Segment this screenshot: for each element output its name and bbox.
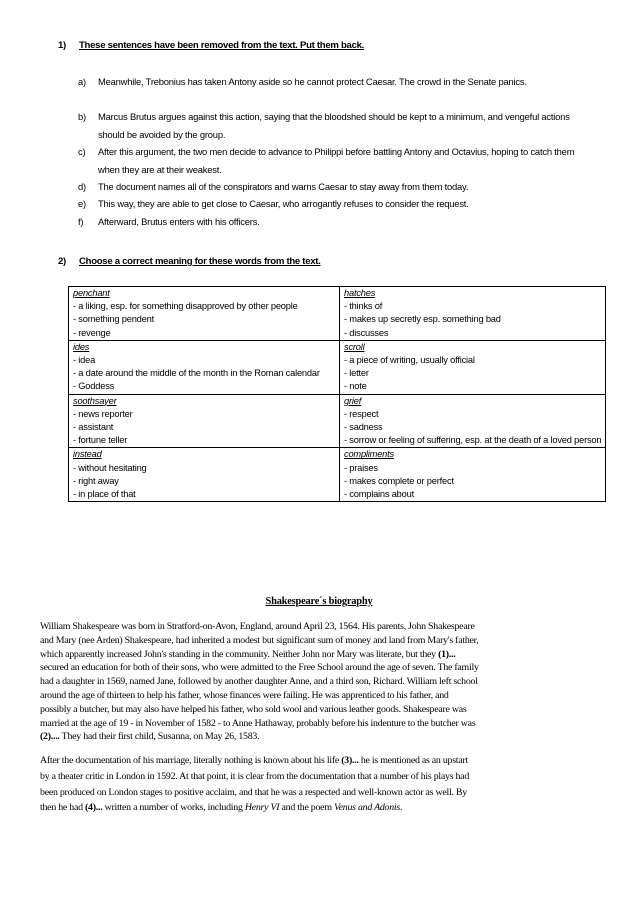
sentence-letter: f) [78,216,84,227]
sentence-e [78,195,598,213]
biography-title [0,596,638,607]
sentence-letter: c) [78,146,86,157]
question-1-heading [58,40,364,51]
vocab-word: scroll [344,341,365,352]
paragraph-line: and Mary (nee Arden) Shakespeare, had inherited a modest but significant sum of money and land from Mary's father, [40,634,479,646]
vocab-option[interactable]: - Goddess [73,381,115,392]
vocab-option[interactable]: - sorrow or feeling of suffering, esp. at the death of a loved person [344,435,602,446]
blank-1: (1)... [438,648,456,660]
biography-title-text: Shakespeare´s biography [265,596,373,607]
vocab-word: soothsayer [73,395,117,406]
table-row [69,287,606,341]
vocab-option[interactable]: - thinks of [344,301,383,312]
paragraph-line: possibly a butcher, but may also have helped his father, who sold wool and various leather goods. Shakespeare was [40,703,467,715]
vocab-word: instead [73,449,102,460]
vocab-word: penchant [73,288,110,298]
vocab-option[interactable]: - respect [344,408,379,419]
sentence-text: Meanwhile, Trebonius has taken Antony aside so he cannot protect Caesar. The crowd in the Senate panics. [98,76,527,87]
paragraph-line [40,648,605,662]
vocab-cell-hatches [340,287,606,341]
sentence-text: Marcus Brutus argues against this action, saying that the bloodshed should be kept to a minimum, and vengeful actions should be avoided by the group. [98,111,570,140]
vocab-word: ides [73,341,90,352]
question-1-number: 1) [58,40,66,51]
line-text: and the poem [279,802,334,814]
line-text: They had their first child, Susanna, on May 26, 1583. [59,731,260,743]
sentence-text: This way, they are able to get close to Caesar, who arrogantly refuses to consider the request. [98,198,469,209]
vocab-option[interactable]: - a piece of writing, usually official [344,355,475,366]
vocab-cell-grief [340,394,606,448]
sentence-d [78,178,598,196]
vocab-option[interactable]: - in place of that [73,489,136,500]
line-text: which apparently increased John's standing in the community. Neither John nor Mary was literate, but they [40,648,439,660]
vocab-option[interactable]: - idea [73,355,96,366]
question-2-title: Choose a correct meaning for these words from the text. [79,256,321,267]
vocab-option[interactable]: - discusses [344,327,389,338]
paragraph-line: been produced on London stages to positive acclaim, and that he was a respected and well-known actor as well. By [40,786,467,798]
paragraph-line: William Shakespeare was born in Stratford-on-Avon, England, around April 23, 1564. His parents, John Shakespeare [40,621,475,632]
biography-paragraph-2 [40,753,605,816]
vocab-option[interactable]: - makes complete or perfect [344,475,454,486]
question-2-number: 2) [58,256,66,267]
work-title-henry-vi: Henry VI [244,802,280,814]
vocab-cell-ides [69,340,340,394]
vocab-option[interactable]: - letter [344,368,369,379]
paragraph-line: by a theater critic in London in 1592. At that point, it is clear from the documentation that a number of his plays had [40,770,470,782]
vocab-word: compliments [344,449,394,460]
vocab-word: hatches [344,288,376,298]
sentence-b [78,108,598,143]
sentence-letter: a) [78,76,86,87]
line-text: he is mentioned as an upstart [358,755,468,766]
line-text: written a number of works, including [102,802,245,814]
vocab-cell-scroll [340,340,606,394]
sentence-text: The document names all of the conspirators and warns Caesar to stay away from them today. [98,181,469,192]
paragraph-line [40,800,605,816]
vocab-option[interactable]: - right away [73,475,119,486]
paragraph-line: had a daughter in 1569, named Jane, followed by another daughter Anne, and a third son, Richard. William left school [40,676,478,688]
paragraph-line [40,730,605,744]
paragraph-line [40,753,605,769]
sentence-letter: d) [78,181,86,192]
blank-4: (4)... [85,802,103,814]
vocab-option[interactable]: - assistant [73,422,114,433]
question-2-heading [58,256,321,267]
vocab-option[interactable]: - sadness [344,422,383,433]
table-row [69,394,606,448]
vocab-option[interactable]: - news reporter [73,408,133,419]
vocabulary-table [68,286,606,502]
vocab-option[interactable]: - without hesitating [73,462,147,473]
line-text: After the documentation of his marriage, literally nothing is known about his life [40,755,342,766]
vocab-cell-instead [69,448,340,502]
vocab-option[interactable]: - something pendent [73,314,154,325]
vocab-option[interactable]: - praises [344,462,378,473]
vocab-option[interactable]: - revenge [73,327,111,338]
sentence-letter: b) [78,111,86,122]
sentence-a [78,73,598,91]
vocab-option[interactable]: - a date around the middle of the month in the Roman calendar [73,368,320,379]
vocab-option[interactable]: - fortune teller [73,435,128,446]
vocab-word: grief [344,395,362,406]
blank-3: (3)... [341,755,359,766]
vocab-option[interactable]: - makes up secretly esp. something bad [344,314,501,325]
line-text: then he had [40,802,85,814]
paragraph-line: secured an education for both of their sons, who were admitted to the Free School around the age of seven. The family [40,662,479,674]
sentence-letter: e) [78,198,86,209]
biography-paragraph-1 [40,620,605,744]
paragraph-line: married at the age of 19 - in November of 1582 - to Anne Hathaway, probably before his indenture to the butcher was [40,717,476,729]
table-row [69,340,606,394]
work-title-venus-and-adonis: Venus and Adonis [333,802,401,814]
line-text: . [400,802,403,814]
sentence-c [78,143,598,178]
vocab-option[interactable]: - complains about [344,489,414,500]
vocab-cell-compliments [340,448,606,502]
paragraph-line: around the age of thirteen to help his father, whose finances were failing. He was apprenticed to his father, and [40,689,449,701]
vocab-option[interactable]: - note [344,381,367,392]
vocab-option[interactable]: - a liking, esp. for something disapproved by other people [73,301,298,312]
vocab-cell-penchant [69,287,340,341]
blank-2: (2).... [40,731,60,743]
question-1-title: These sentences have been removed from the text. Put them back. [79,40,365,51]
sentence-text: Afterward, Brutus enters with his officers. [98,216,260,227]
sentence-text: After this argument, the two men decide to advance to Philippi before battling Antony and Octavius, hoping to catch them when they are at their weakest. [98,146,575,175]
sentence-f [78,213,598,231]
vocab-cell-soothsayer [69,394,340,448]
table-row [69,448,606,502]
